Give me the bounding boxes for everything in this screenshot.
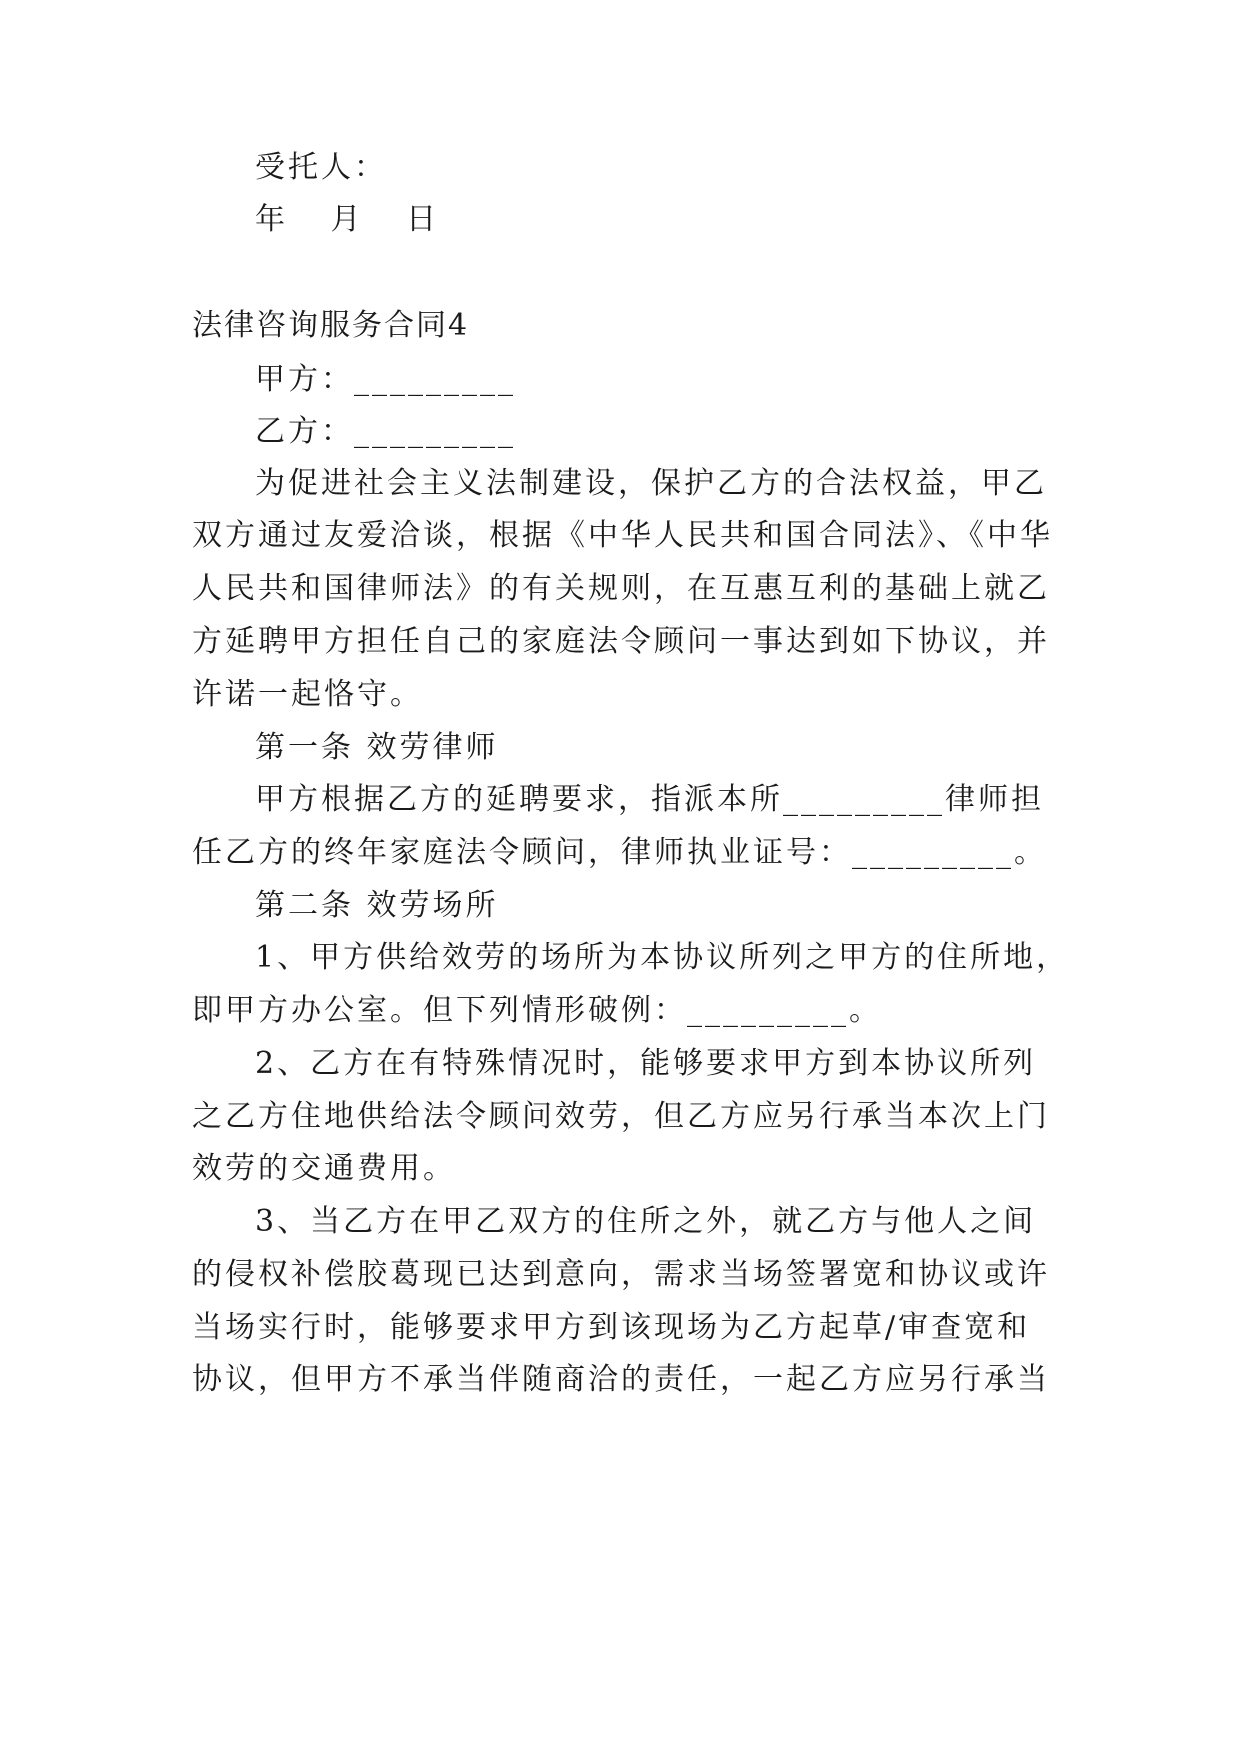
clause3-line: 协议，但甲方不承当伴随商洽的责任，一起乙方应另行承当: [192, 1362, 1050, 1397]
party-a-line: 甲方：_________: [255, 362, 516, 397]
article1-heading: 第一条 效劳律师: [255, 730, 499, 765]
article2-heading: 第二条 效劳场所: [255, 888, 499, 923]
preamble-line: 许诺一起恪守。: [192, 677, 423, 712]
clause3-line: 3、当乙方在甲乙双方的住所之外，就乙方与他人之间: [255, 1204, 1037, 1239]
article1-line: 甲方根据乙方的延聘要求，指派本所_________律师担: [255, 782, 1044, 817]
clause2-line: 效劳的交通费用。: [192, 1151, 456, 1186]
clause3-line: 的侵权补偿胶葛现已达到意向，需求当场签署宽和协议或许: [192, 1257, 1050, 1292]
article1-line: 任乙方的终年家庭法令顾问，律师执业证号：_________。: [192, 835, 1047, 870]
preamble-line: 双方通过友爱洽谈，根据《中华人民共和国合同法》、《中华: [192, 518, 1053, 553]
clause2-line: 之乙方住地供给法令顾问效劳，但乙方应另行承当本次上门: [192, 1099, 1050, 1134]
clause3-line: 当场实行时，能够要求甲方到该现场为乙方起草/审查宽和: [192, 1310, 1031, 1345]
party-b-line: 乙方：_________: [255, 414, 516, 449]
preamble-line: 方延聘甲方担任自己的家庭法令顾问一事达到如下协议，并: [192, 624, 1050, 659]
clause1-line: 即甲方办公室。但下列情形破例：_________。: [192, 993, 882, 1028]
clause1-line: 1、甲方供给效劳的场所为本协议所列之甲方的住所地，: [255, 940, 1070, 975]
trustee-label: 受托人：: [255, 150, 387, 185]
preamble-line: 人民共和国律师法》的有关规则，在互惠互利的基础上就乙: [192, 571, 1050, 606]
date-line: 年 月 日: [255, 202, 455, 237]
preamble-line: 为促进社会主义法制建设，保护乙方的合法权益，甲乙: [255, 466, 1047, 501]
contract-title: 法律咨询服务合同4: [192, 308, 470, 343]
clause2-line: 2、乙方在有特殊情况时，能够要求甲方到本协议所列: [255, 1046, 1037, 1081]
